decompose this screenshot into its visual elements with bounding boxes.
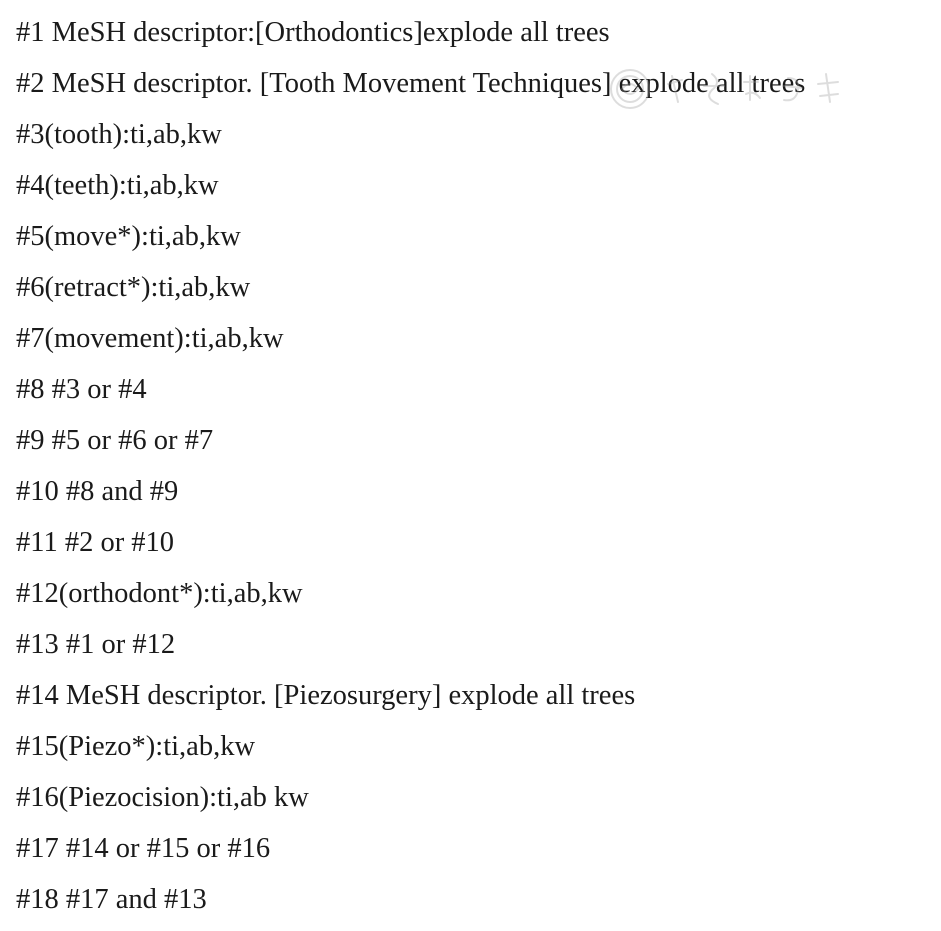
search-line-8: #8 #3 or #4 — [16, 374, 147, 405]
search-line-6: #6(retract*):ti,ab,kw — [16, 272, 251, 303]
search-strategy-list — [16, 13, 936, 931]
search-line-9: #9 #5 or #6 or #7 — [16, 425, 214, 456]
search-line-2: #2 MeSH descriptor. [Tooth Movement Techniques] explode all trees — [16, 68, 806, 99]
search-line-17: #17 #14 or #15 or #16 — [16, 833, 271, 864]
search-line-7: #7(movement):ti,ab,kw — [16, 323, 284, 354]
search-line-12: #12(orthodont*):ti,ab,kw — [16, 578, 303, 609]
search-line-4: #4(teeth):ti,ab,kw — [16, 170, 219, 201]
search-line-18: #18 #17 and #13 — [16, 884, 207, 915]
search-line-1: #1 MeSH descriptor:[Orthodontics]explode all trees — [16, 17, 610, 48]
search-line-10: #10 #8 and #9 — [16, 476, 179, 507]
search-line-5: #5(move*):ti,ab,kw — [16, 221, 241, 252]
search-line-15: #15(Piezo*):ti,ab,kw — [16, 731, 256, 762]
search-line-13: #13 #1 or #12 — [16, 629, 176, 660]
search-line-11: #11 #2 or #10 — [16, 527, 175, 558]
search-line-3: #3(tooth):ti,ab,kw — [16, 119, 222, 150]
search-line-14: #14 MeSH descriptor. [Piezosurgery] explode all trees — [16, 680, 636, 711]
search-line-16: #16(Piezocision):ti,ab kw — [16, 782, 309, 813]
